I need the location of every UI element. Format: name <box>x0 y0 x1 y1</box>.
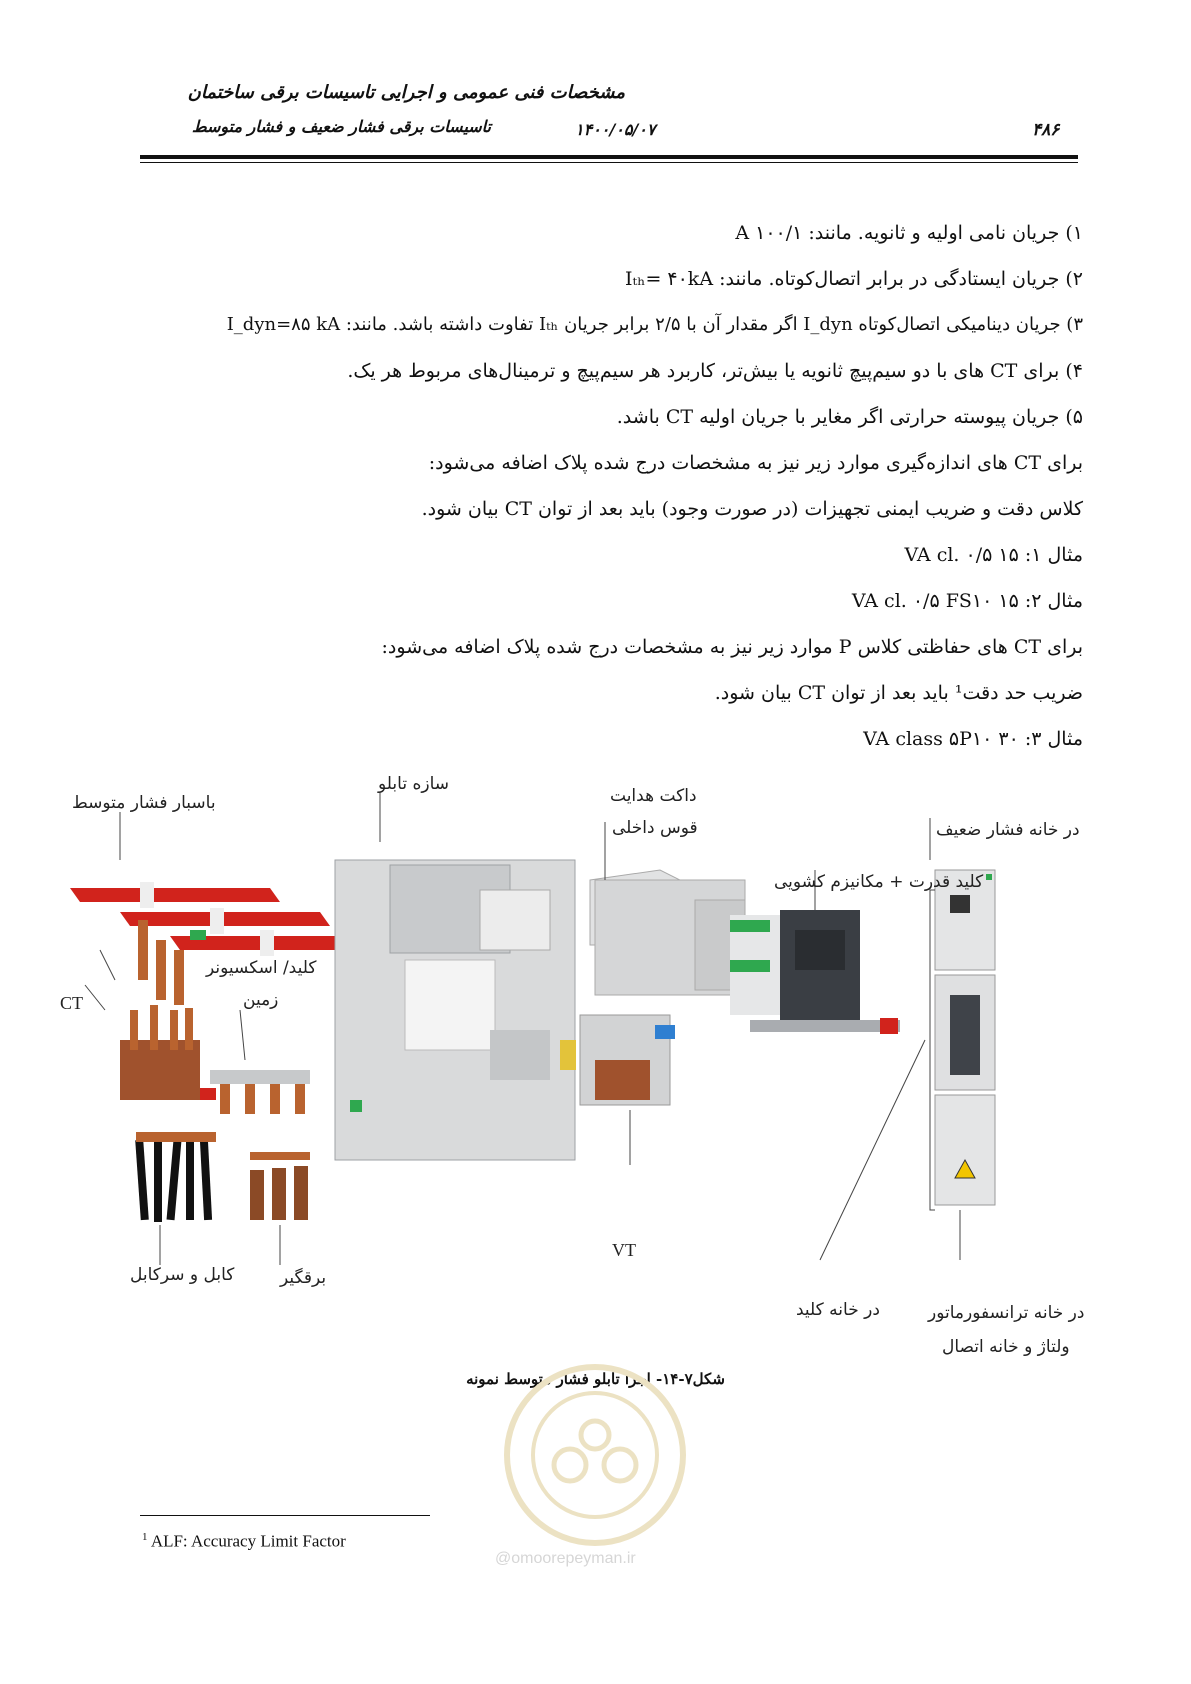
figure-caption: شکل۷-۱۴- اجزا تابلو فشار متوسط نمونه <box>466 1370 725 1388</box>
label-earthing-line2: زمین <box>243 990 279 1010</box>
label-arrester: برقگیر <box>280 1268 327 1288</box>
example-3: مثال ۳: ۳۰ VA class ۵P۱۰ <box>863 728 1083 750</box>
example-1: مثال ۱: ۱۵ VA cl. ۰/۵ <box>904 544 1083 566</box>
label-vt: VT <box>612 1240 636 1260</box>
document-date: ۱۴۰۰/۰۵/۰۷ <box>575 120 656 139</box>
header-rule-thick <box>140 155 1078 159</box>
list-item-5: ۵) جریان پیوسته حرارتی اگر مغایر با جریان اولیه CT باشد. <box>616 406 1083 428</box>
list-item-1: ۱) جریان نامی اولیه و ثانویه. مانند: A ۱۰۰/۱ <box>735 222 1083 244</box>
document-subtitle: تاسیسات برقی فشار ضعیف و فشار متوسط <box>191 117 491 136</box>
list-item-3: ۳) جریان دینامیکی اتصال‌کوتاه I_dyn اگر مقدار آن با ۲/۵ برابر جریان Iₜₕ تفاوت داشته باشد. مانند: I_dyn=۸۵ kA <box>226 314 1083 335</box>
label-earthing-line1: کلید/ اسکسیونر <box>206 958 317 978</box>
paragraph-alf: ضریب حد دقت¹ باید بعد از توان CT بیان شود. <box>714 682 1083 704</box>
label-cables: کابل و سرکابل <box>130 1265 235 1285</box>
footnote-mark: 1 <box>142 1531 148 1543</box>
watermark-seal-icon <box>485 1355 705 1555</box>
page-number: ۴۸۶ <box>1032 120 1060 140</box>
footnote-rule <box>140 1515 430 1516</box>
header-rule-thin <box>140 162 1078 163</box>
panel-structure-illustration <box>335 860 576 1160</box>
label-duct-line1: داکت هدایت <box>610 786 697 806</box>
list-item-4: ۴) برای CT های با دو سیم‌پیچ ثانویه یا بیش‌تر، کاربرد هر سیم‌پیچ و ترمینال‌های مربوط هر یک. <box>347 360 1083 382</box>
label-ct: CT <box>60 993 84 1013</box>
label-duct-line2: قوس داخلی <box>612 818 698 838</box>
paragraph-measurement-ct: برای CT های اندازه‌گیری موارد زیر نیز به مشخصات درج شده پلاک اضافه می‌شود: <box>428 452 1083 474</box>
list-item-2: ۲) جریان ایستادگی در برابر اتصال‌کوتاه. مانند: Iₜₕ= ۴۰kA <box>625 268 1083 290</box>
label-vt-door-line2: ولتاژ و خانه اتصال <box>942 1337 1070 1357</box>
vt-illustration <box>580 1015 675 1105</box>
footnote-text: ALF: Accuracy Limit Factor <box>150 1531 346 1551</box>
paragraph-accuracy-class: کلاس دقت و ضریب ایمنی تجهیزات (در صورت وجود) باید بعد از توان CT بیان شود. <box>421 498 1083 520</box>
footnote <box>142 1531 346 1552</box>
example-2: مثال ۲: ۱۵ VA cl. ۰/۵ FS۱۰ <box>851 590 1083 612</box>
label-breaker-door: در خانه کلید <box>796 1300 880 1320</box>
arc-duct-illustration <box>590 870 745 995</box>
label-panel-structure: سازه تابلو <box>378 774 449 794</box>
panel-doors-illustration <box>935 870 995 1205</box>
label-busbar: باسبار فشار متوسط <box>72 793 216 813</box>
label-lv-compartment: در خانه فشار ضعیف <box>936 820 1080 840</box>
paragraph-protection-ct: برای CT های حفاظتی کلاس P موارد زیر نیز به مشخصات درج شده پلاک اضافه می‌شود: <box>381 636 1083 658</box>
watermark-text: @omoorepeyman.ir <box>495 1550 636 1567</box>
label-vt-door-line1: در خانه ترانسفورماتور <box>928 1303 1085 1323</box>
label-breaker: کلید قدرت + مکانیزم کشویی <box>774 872 984 892</box>
document-title: مشخصات فنی عمومی و اجرایی تاسیسات برقی ساختمان <box>187 82 625 103</box>
